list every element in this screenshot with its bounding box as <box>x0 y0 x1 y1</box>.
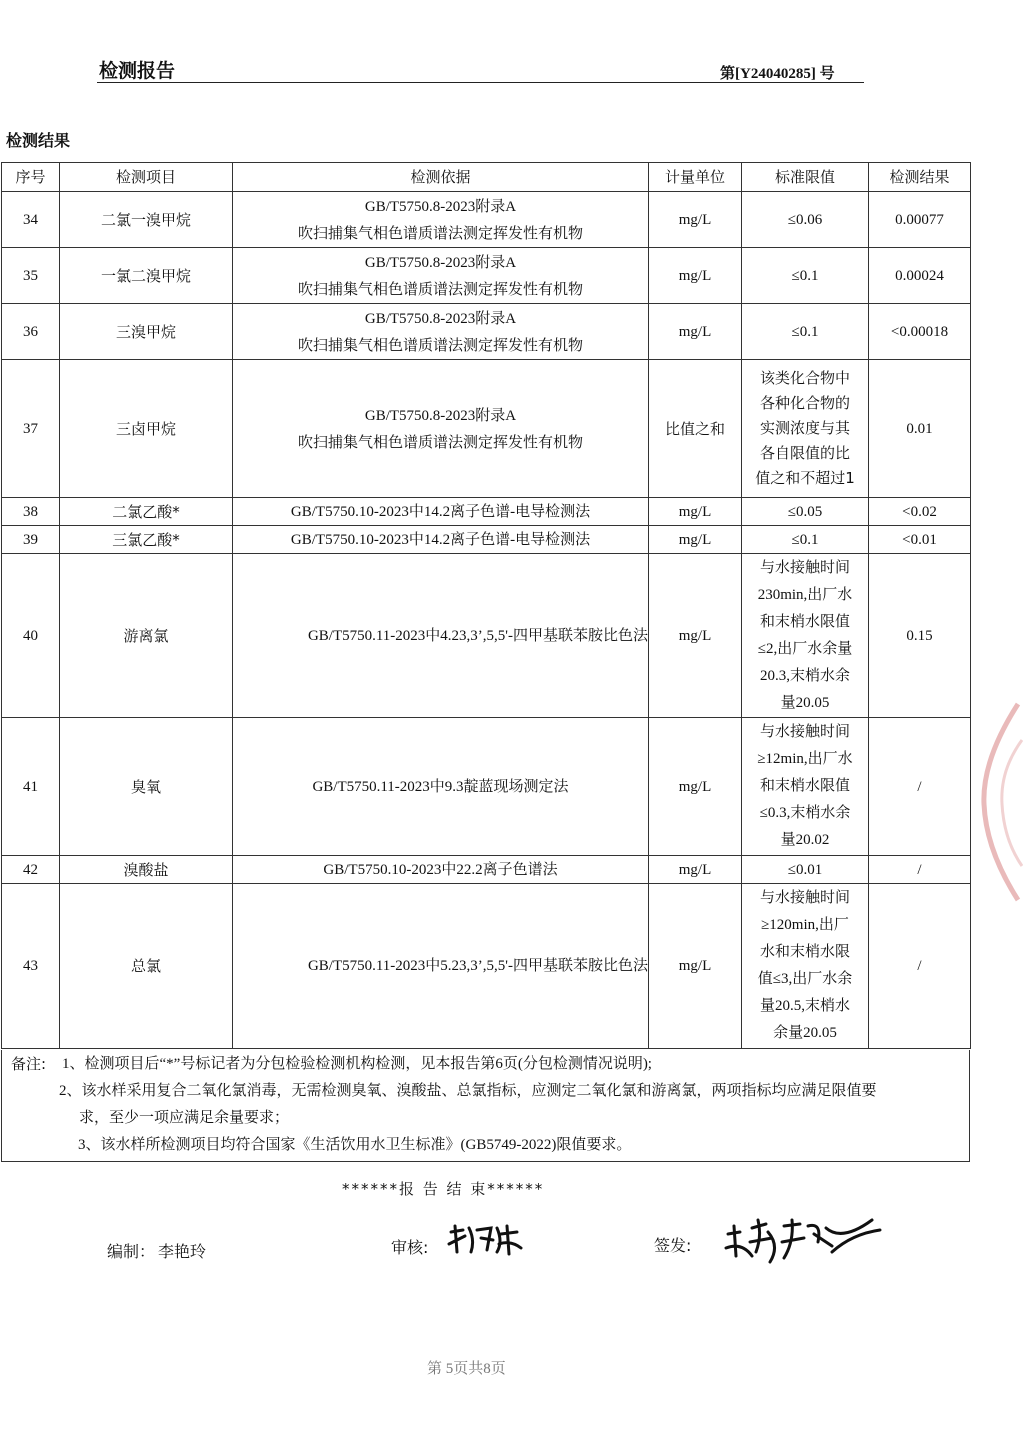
row-limit: ≤0.05 <box>742 498 869 526</box>
row-item: 三卤甲烷 <box>60 360 233 498</box>
row-unit: mg/L <box>649 554 742 718</box>
method-line: 吹扫捕集气相色谱质谱法测定挥发性有机物 <box>297 335 583 354</box>
row-unit: mg/L <box>649 526 742 554</box>
row-limit <box>742 554 869 718</box>
row-method <box>233 360 649 498</box>
header-divider <box>97 82 864 83</box>
row-limit <box>742 884 869 1049</box>
row-method <box>233 526 649 554</box>
section-title: 检测结果 <box>6 131 71 150</box>
col-header-unit: 计量单位 <box>649 163 742 192</box>
limit-line: 与水接触时间 <box>759 890 850 906</box>
method-line: GB/T5750.10-2023中14.2离子色谱-电导检测法 <box>290 531 591 548</box>
limit-line: 量20.05 <box>780 694 830 711</box>
row-result: / <box>869 856 971 884</box>
row-no: 37 <box>2 360 60 498</box>
table-header-row <box>2 163 971 192</box>
row-unit: mg/L <box>649 718 742 856</box>
report-title: 检测报告 <box>99 60 176 82</box>
row-no: 42 <box>2 856 60 884</box>
limit-line: 各自限值的比 <box>759 444 850 462</box>
row-unit: 比值之和 <box>649 360 742 498</box>
note-2: 2、该水样采用复合二氧化氯消毒，无需检测臭氧、溴酸盐、总氯指标，应测定二氧化氯和游离氯，两项指标均应满足限值要 <box>59 1083 877 1099</box>
row-limit: ≤0.1 <box>742 248 869 304</box>
row-item: 三溴甲烷 <box>60 304 233 360</box>
note-3: 3、该水样所检测项目均符合国家《生活饮用水卫生标准》(GB5749-2022)限值要求。 <box>78 1137 632 1153</box>
approver-signature <box>722 1212 887 1268</box>
limit-line: 和末梢水限值 <box>759 613 850 630</box>
row-limit <box>742 360 869 498</box>
row-item: 游离氯 <box>60 554 233 718</box>
row-item: 三氯乙酸* <box>60 526 233 554</box>
method-line: GB/T5750.11-2023中5.23,3’,5,5'-四甲基联苯胺比色法 <box>307 958 648 974</box>
table-row <box>2 248 971 304</box>
col-header-method: 检测依据 <box>233 163 649 192</box>
row-unit: mg/L <box>649 856 742 884</box>
limit-line: ≥12min,出厂水 <box>757 751 853 767</box>
limit-line: 量20.02 <box>780 832 830 848</box>
row-unit: mg/L <box>649 248 742 304</box>
limit-line: 值≤3,出厂水余 <box>757 971 853 987</box>
row-method <box>233 856 649 884</box>
table-row <box>2 304 971 360</box>
row-item: 二氯乙酸* <box>60 498 233 526</box>
limit-line: 水和末梢水限 <box>759 944 850 960</box>
row-limit: ≤0.01 <box>742 856 869 884</box>
method-line: GB/T5750.10-2023中14.2离子色谱-电导检测法 <box>290 503 591 520</box>
row-result: / <box>869 884 971 1049</box>
report-number: 第[Y24040285] 号 <box>720 66 835 82</box>
table-row <box>2 360 971 498</box>
limit-line: 各种化合物的 <box>759 394 850 412</box>
partial-seal-stamp <box>978 700 1023 905</box>
row-result: 0.01 <box>869 360 971 498</box>
editor-name: 李艳玲 <box>158 1242 207 1261</box>
limit-line: 量20.5,末梢水 <box>759 998 850 1014</box>
row-limit: ≤0.1 <box>742 526 869 554</box>
limit-line: ≤2,出厂水余量 <box>757 640 853 657</box>
table-row <box>2 856 971 884</box>
row-no: 41 <box>2 718 60 856</box>
row-no: 39 <box>2 526 60 554</box>
row-limit: ≤0.1 <box>742 304 869 360</box>
row-unit: mg/L <box>649 304 742 360</box>
row-item: 溴酸盐 <box>60 856 233 884</box>
row-no: 34 <box>2 192 60 248</box>
results-table <box>1 162 971 1049</box>
notes-label: 备注: <box>11 1055 47 1073</box>
table-row <box>2 554 971 718</box>
row-method <box>233 192 649 248</box>
method-line: GB/T5750.10-2023中22.2离子色谱法 <box>323 861 558 878</box>
row-limit: ≤0.06 <box>742 192 869 248</box>
table-row <box>2 192 971 248</box>
row-method <box>233 304 649 360</box>
row-no: 38 <box>2 498 60 526</box>
limit-line: ≥120min,出厂 <box>761 917 849 933</box>
row-result: <0.01 <box>869 526 971 554</box>
row-method <box>233 884 649 1049</box>
method-line: 吹扫捕集气相色谱质谱法测定挥发性有机物 <box>297 279 583 298</box>
limit-line: 与水接触时间 <box>759 559 850 576</box>
row-no: 36 <box>2 304 60 360</box>
row-unit: mg/L <box>649 192 742 248</box>
col-header-item: 检测项目 <box>60 163 233 192</box>
row-item: 总氯 <box>60 884 233 1049</box>
notes-box <box>1 1050 970 1162</box>
row-result: <0.02 <box>869 498 971 526</box>
limit-line: 20.3,末梢水余 <box>759 667 850 684</box>
page-footer: 第 5页共8页 <box>427 1361 506 1377</box>
row-item: 一氯二溴甲烷 <box>60 248 233 304</box>
row-result: / <box>869 718 971 856</box>
row-result: <0.00018 <box>869 304 971 360</box>
row-limit <box>742 718 869 856</box>
row-no: 35 <box>2 248 60 304</box>
limit-line: 实测浓度与其 <box>759 419 850 437</box>
row-method <box>233 248 649 304</box>
table-row <box>2 526 971 554</box>
row-no: 40 <box>2 554 60 718</box>
limit-line: 该类化合物中 <box>759 369 850 387</box>
editor-label: 编制： <box>107 1242 156 1261</box>
row-method <box>233 498 649 526</box>
row-result: 0.00077 <box>869 192 971 248</box>
limit-line: ≤0.3,末梢水余 <box>759 805 851 821</box>
table-row <box>2 884 971 1049</box>
method-line: 吹扫捕集气相色谱质谱法测定挥发性有机物 <box>297 432 583 451</box>
col-header-limit: 标准限值 <box>742 163 869 192</box>
limit-line: 与水接触时间 <box>759 724 850 740</box>
row-unit: mg/L <box>649 498 742 526</box>
row-no: 43 <box>2 884 60 1049</box>
method-line: 吹扫捕集气相色谱质谱法测定挥发性有机物 <box>297 223 583 242</box>
table-row <box>2 498 971 526</box>
method-line: GB/T5750.8-2023附录A <box>364 310 517 327</box>
col-header-no: 序号 <box>2 163 60 192</box>
limit-line: 值之和不超过1 <box>755 469 855 487</box>
row-unit: mg/L <box>649 884 742 1049</box>
limit-line: 和末梢水限值 <box>759 778 850 794</box>
row-method <box>233 554 649 718</box>
method-line: GB/T5750.8-2023附录A <box>364 407 517 424</box>
col-header-result: 检测结果 <box>869 163 971 192</box>
row-item: 臭氧 <box>60 718 233 856</box>
report-end-marker: ******报 告 结 束****** <box>342 1180 545 1198</box>
method-line: GB/T5750.11-2023中9.3靛蓝现场测定法 <box>312 778 569 795</box>
row-item: 二氯一溴甲烷 <box>60 192 233 248</box>
method-line: GB/T5750.8-2023附录A <box>364 254 517 271</box>
row-result: 0.00024 <box>869 248 971 304</box>
method-line: GB/T5750.8-2023附录A <box>364 198 517 215</box>
limit-line: 余量20.05 <box>773 1025 837 1041</box>
row-method <box>233 718 649 856</box>
table-row <box>2 718 971 856</box>
reviewer-label: 审核: <box>391 1238 429 1257</box>
method-line: GB/T5750.11-2023中4.23,3’,5,5'-四甲基联苯胺比色法 <box>307 627 648 644</box>
note-1: 1、检测项目后“*”号标记者为分包检验检测机构检测，见本报告第6页(分包检测情况说明); <box>62 1056 652 1072</box>
approver-label: 签发: <box>654 1236 692 1255</box>
limit-line: 230min,出厂水 <box>757 586 853 603</box>
row-result: 0.15 <box>869 554 971 718</box>
reviewer-signature <box>447 1222 527 1258</box>
note-2-continued: 求，至少一项应满足余量要求； <box>79 1110 290 1126</box>
